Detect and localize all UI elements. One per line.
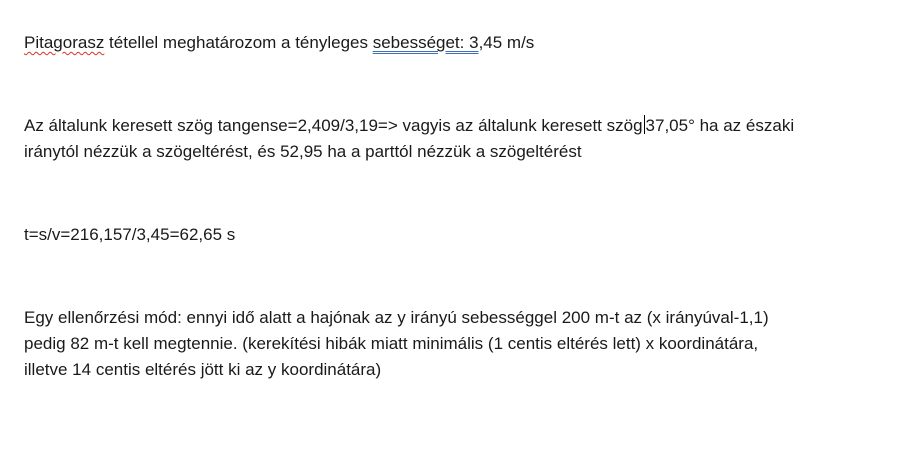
paragraph-text: Az általunk keresett szög tangense=2,409/3,19=> vagyis az általunk keresett szög <box>24 116 643 135</box>
paragraph-line: Egy ellenőrzési mód: ennyi idő alatt a hajónak az y irányú sebességgel 200 m-t az (x irányúval-1,1) <box>24 308 769 327</box>
misspelled-word[interactable]: Pitagorasz <box>24 33 105 52</box>
paragraph-line <box>24 113 884 139</box>
paragraph-time: t=s/v=216,157/3,45=62,65 s <box>24 225 236 244</box>
paragraph-text: 37,05° ha az északi <box>645 116 795 135</box>
paragraph-check <box>24 305 884 383</box>
paragraph-line: iránytól nézzük a szögeltérést, és 52,95 ha a parttól nézzük a szögeltérést <box>24 142 582 161</box>
paragraph-angle <box>24 113 884 165</box>
text-cursor <box>644 115 645 134</box>
paragraph-line: illetve 14 centis eltérés jött ki az y koordinátára) <box>24 360 382 379</box>
paragraph-text: tétellel meghatározom a tényleges <box>104 33 373 52</box>
grammar-flagged-text[interactable]: sebességet: 3 <box>372 33 479 52</box>
paragraph-speed <box>24 30 884 56</box>
paragraph-line: pedig 82 m-t kell megtennie. (kerekítési hibák miatt minimális (1 centis eltérés lett) x koordinátára, <box>24 334 759 353</box>
paragraph-text: ,45 m/s <box>478 33 535 52</box>
